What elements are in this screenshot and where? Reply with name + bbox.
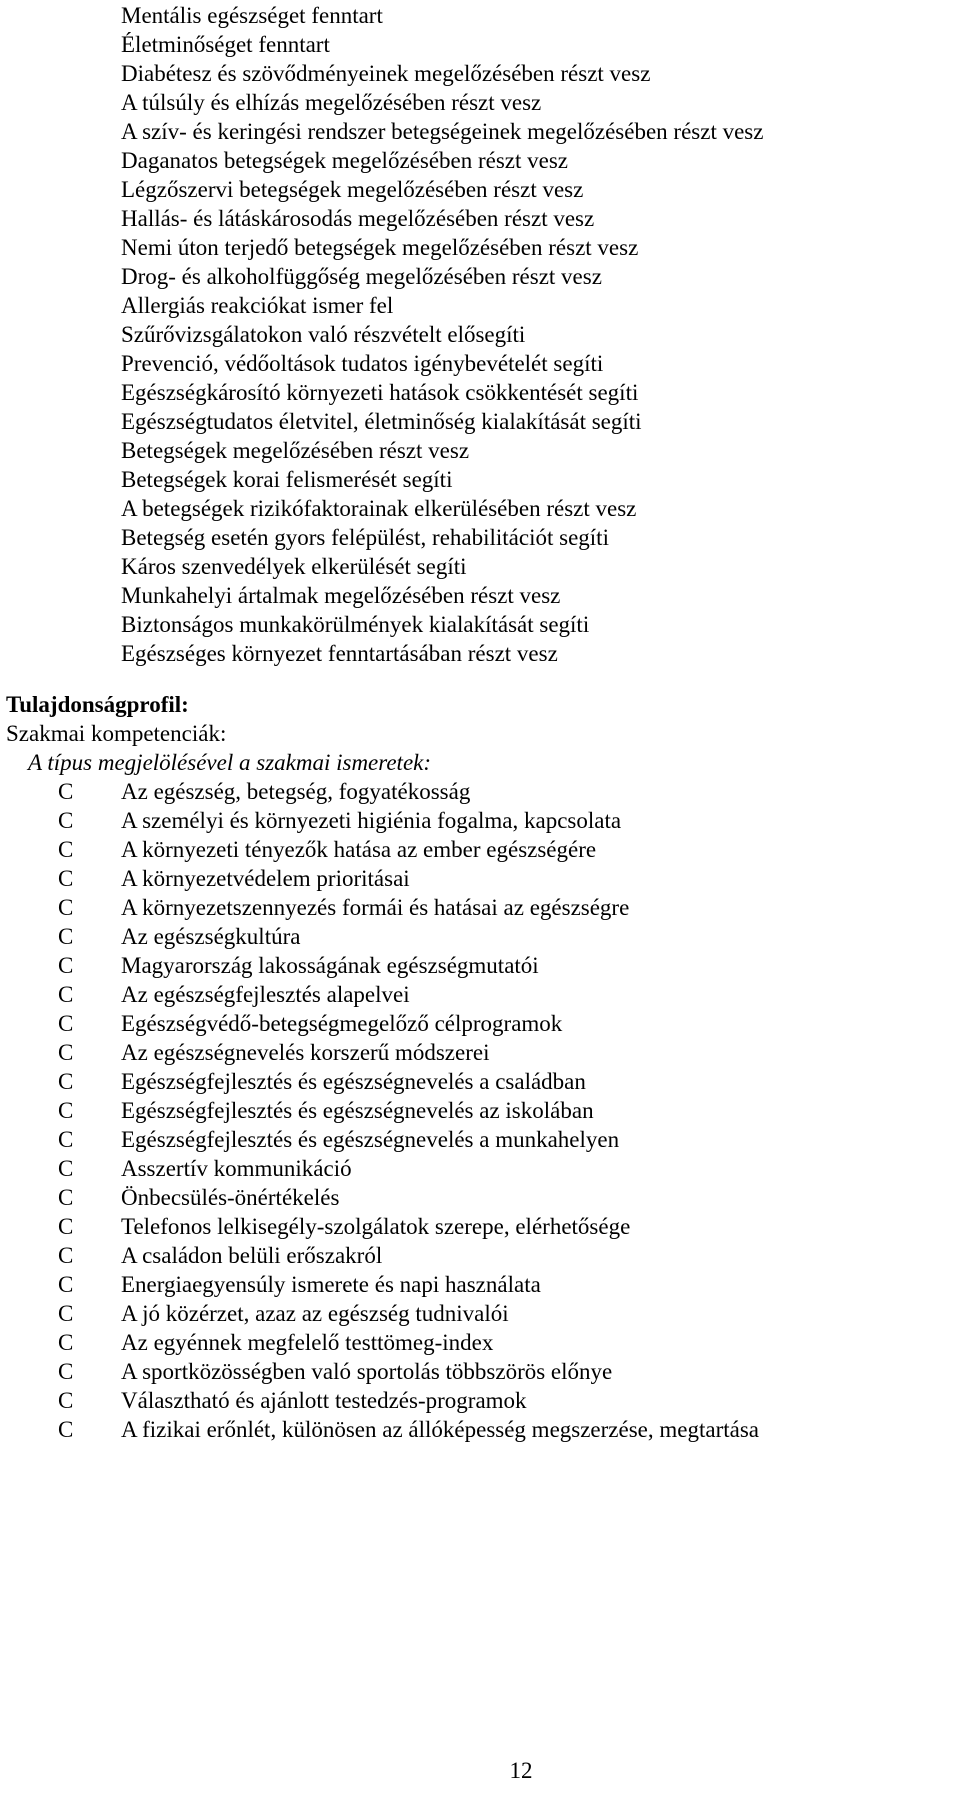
list-item: A szív- és keringési rendszer betegségeinek megelőzésében részt vesz <box>121 119 764 144</box>
knowledge-item: A családon belüli erőszakról <box>121 1243 383 1268</box>
type-code: C <box>58 1417 74 1442</box>
knowledge-item: Egészségfejlesztés és egészségnevelés az iskolában <box>121 1098 594 1123</box>
list-item: Betegségek megelőzésében részt vesz <box>121 438 470 463</box>
knowledge-item: Az egészség, betegség, fogyatékosság <box>121 779 471 804</box>
list-item: Munkahelyi ártalmak megelőzésében részt vesz <box>121 583 561 608</box>
list-item: Életminőséget fenntart <box>121 32 330 57</box>
list-item: Betegség esetén gyors felépülést, rehabilitációt segíti <box>121 525 609 550</box>
type-code: C <box>58 1359 74 1384</box>
type-code: C <box>58 895 74 920</box>
list-item: Prevenció, védőoltások tudatos igénybevételét segíti <box>121 351 604 376</box>
knowledge-item: Telefonos lelkisegély-szolgálatok szerepe, elérhetősége <box>121 1214 631 1239</box>
list-item: Allergiás reakciókat ismer fel <box>121 293 394 318</box>
section-intro: A típus megjelölésével a szakmai ismeretek: <box>28 750 432 775</box>
page-number: 12 <box>509 1758 533 1783</box>
knowledge-item: A környezetszennyezés formái és hatásai az egészségre <box>121 895 630 920</box>
type-code: C <box>58 1301 74 1326</box>
list-item: Drog- és alkoholfüggőség megelőzésében részt vesz <box>121 264 602 289</box>
list-item: A betegségek rizikófaktorainak elkerülésében részt vesz <box>121 496 637 521</box>
knowledge-item: Magyarország lakosságának egészségmutatói <box>121 953 539 978</box>
list-item: Egészségkárosító környezeti hatások csökkentését segíti <box>121 380 639 405</box>
type-code: C <box>58 1098 74 1123</box>
knowledge-item: A fizikai erőnlét, különösen az állóképesség megszerzése, megtartása <box>121 1417 759 1442</box>
knowledge-item: Egészségfejlesztés és egészségnevelés a családban <box>121 1069 586 1094</box>
list-item: Biztonságos munkakörülmények kialakítását segíti <box>121 612 590 637</box>
type-code: C <box>58 808 74 833</box>
section-subheading: Szakmai kompetenciák: <box>6 721 227 746</box>
knowledge-item: A jó közérzet, azaz az egészség tudnivalói <box>121 1301 509 1326</box>
knowledge-item: Önbecsülés-önértékelés <box>121 1185 340 1210</box>
list-item: Daganatos betegségek megelőzésében részt vesz <box>121 148 569 173</box>
type-code: C <box>58 1388 74 1413</box>
section-heading: Tulajdonságprofil: <box>6 692 189 717</box>
list-item: Nemi úton terjedő betegségek megelőzésében részt vesz <box>121 235 639 260</box>
list-item: Szűrővizsgálatokon való részvételt elősegíti <box>121 322 526 347</box>
type-code: C <box>58 1214 74 1239</box>
list-item: Káros szenvedélyek elkerülését segíti <box>121 554 467 579</box>
type-code: C <box>58 1040 74 1065</box>
type-code: C <box>58 982 74 1007</box>
knowledge-item: A környezetvédelem prioritásai <box>121 866 410 891</box>
knowledge-item: Asszertív kommunikáció <box>121 1156 352 1181</box>
list-item: Légzőszervi betegségek megelőzésében részt vesz <box>121 177 584 202</box>
type-code: C <box>58 779 74 804</box>
type-code: C <box>58 1272 74 1297</box>
knowledge-item: Egészségvédő-betegségmegelőző célprogramok <box>121 1011 563 1036</box>
type-code: C <box>58 837 74 862</box>
list-item: Betegségek korai felismerését segíti <box>121 467 453 492</box>
list-item: Mentális egészséget fenntart <box>121 3 383 28</box>
knowledge-item: A személyi és környezeti higiénia fogalma, kapcsolata <box>121 808 622 833</box>
knowledge-item: A sportközösségben való sportolás többszörös előnye <box>121 1359 613 1384</box>
knowledge-item: Az egyénnek megfelelő testtömeg-index <box>121 1330 494 1355</box>
type-code: C <box>58 1330 74 1355</box>
knowledge-item: A környezeti tényezők hatása az ember egészségére <box>121 837 597 862</box>
type-code: C <box>58 1069 74 1094</box>
type-code: C <box>58 1243 74 1268</box>
knowledge-item: Az egészségnevelés korszerű módszerei <box>121 1040 490 1065</box>
list-item: Hallás- és látáskárosodás megelőzésében részt vesz <box>121 206 595 231</box>
knowledge-item: Az egészségkultúra <box>121 924 301 949</box>
type-code: C <box>58 1127 74 1152</box>
list-item: Egészséges környezet fenntartásában részt vesz <box>121 641 558 666</box>
type-code: C <box>58 866 74 891</box>
type-code: C <box>58 924 74 949</box>
type-code: C <box>58 1156 74 1181</box>
list-item: Egészségtudatos életvitel, életminőség kialakítását segíti <box>121 409 642 434</box>
knowledge-item: Választható és ajánlott testedzés-programok <box>121 1388 527 1413</box>
knowledge-item: Egészségfejlesztés és egészségnevelés a munkahelyen <box>121 1127 620 1152</box>
list-item: A túlsúly és elhízás megelőzésében részt vesz <box>121 90 542 115</box>
list-item: Diabétesz és szövődményeinek megelőzésében részt vesz <box>121 61 651 86</box>
type-code: C <box>58 1011 74 1036</box>
knowledge-item: Energiaegyensúly ismerete és napi használata <box>121 1272 541 1297</box>
type-code: C <box>58 953 74 978</box>
knowledge-item: Az egészségfejlesztés alapelvei <box>121 982 410 1007</box>
type-code: C <box>58 1185 74 1210</box>
